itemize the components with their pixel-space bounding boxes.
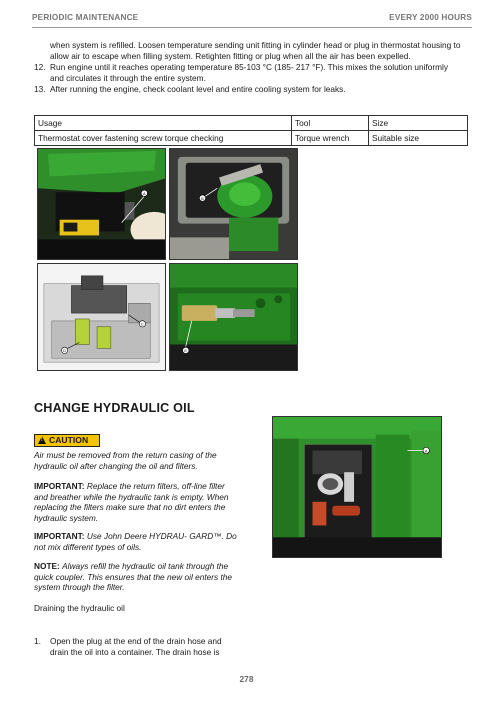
caution-badge [34,434,100,447]
section-title: CHANGE HYDRAULIC OIL [34,401,195,415]
warning-triangle-icon [38,436,46,444]
step-number: 12. [34,62,46,73]
step-number: 1. [34,636,41,646]
table-cell-size: Suitable size [369,131,468,146]
step-13 [34,84,464,95]
header-interval: EVERY 2000 HOURS [389,13,472,22]
callout-a: A [424,448,428,454]
table-header-usage: Usage [35,116,292,131]
caution-body: Air must be removed from the return casing of the hydraulic oil after changing the oil and filters. [34,450,217,471]
table-header-row [35,116,468,131]
callout-e: E [184,348,188,354]
step-text: Run engine until it reaches operating temperature 85-103 °C (185- 217 °F). This mixes the solution uniformly and circulates it through the entire system. [50,62,449,83]
step-text: After running the engine, check coolant level and entire cooling system for leaks. [50,84,346,95]
important-label: IMPORTANT: [34,481,85,491]
callout-d: D [63,348,67,354]
page-number: 278 [239,674,254,684]
important-oil [34,531,239,552]
photo-thermostat-housing [169,148,298,260]
tool-spec-table [34,115,468,146]
photo-brass-fitting [169,263,298,371]
page-header [32,13,472,27]
photo-coolant-tank [37,148,166,260]
note-label: NOTE: [34,561,60,571]
caution-label: CAUTION [49,435,89,445]
photo-filter-drawing [37,263,166,371]
table-header-size: Size [369,116,468,131]
step-12 [34,62,464,83]
table-cell-tool: Torque wrench [292,131,369,146]
table-header-tool: Tool [292,116,369,131]
important-body: Use John Deere HYDRAU- GARD™. Do not mix different types of oils. [34,531,237,552]
callout-b: B [201,195,204,201]
step-text: Open the plug at the end of the drain hose and drain the oil into a container. The drain hose is [50,636,222,658]
header-divider [32,27,472,28]
coolant-steps [34,40,464,96]
callout-c: C [140,321,144,327]
table-row [35,131,468,146]
important-filters [34,481,239,524]
important-label: IMPORTANT: [34,531,85,541]
step-number: 13. [34,84,46,95]
table-cell-usage: Thermostat cover fastening screw torque checking [35,131,292,146]
callout-a: A [143,190,146,196]
drain-step-1 [34,636,239,659]
caution-text [34,450,239,471]
draining-heading: Draining the hydraulic oil [34,603,125,613]
important-body: Replace the return filters, off-line filter and breather while the hydraulic tank is empty. When replacing the filters make sure that no dirt enters the hydraulic system. [34,481,229,524]
step-continuation: when system is refilled. Loosen temperature sending unit fitting in cylinder head or plug in thermostat housing to allow air to escape when filling system. Retighten fitting or plug when all the air has been expelled. [50,40,461,61]
header-section-title: PERIODIC MAINTENANCE [32,13,139,22]
photo-hydraulic-compartment [272,416,442,558]
note-body: Always refill the hydraulic oil tank through the quick coupler. This ensures that the new oil enters the system through the filter. [34,561,233,593]
note [34,561,239,593]
